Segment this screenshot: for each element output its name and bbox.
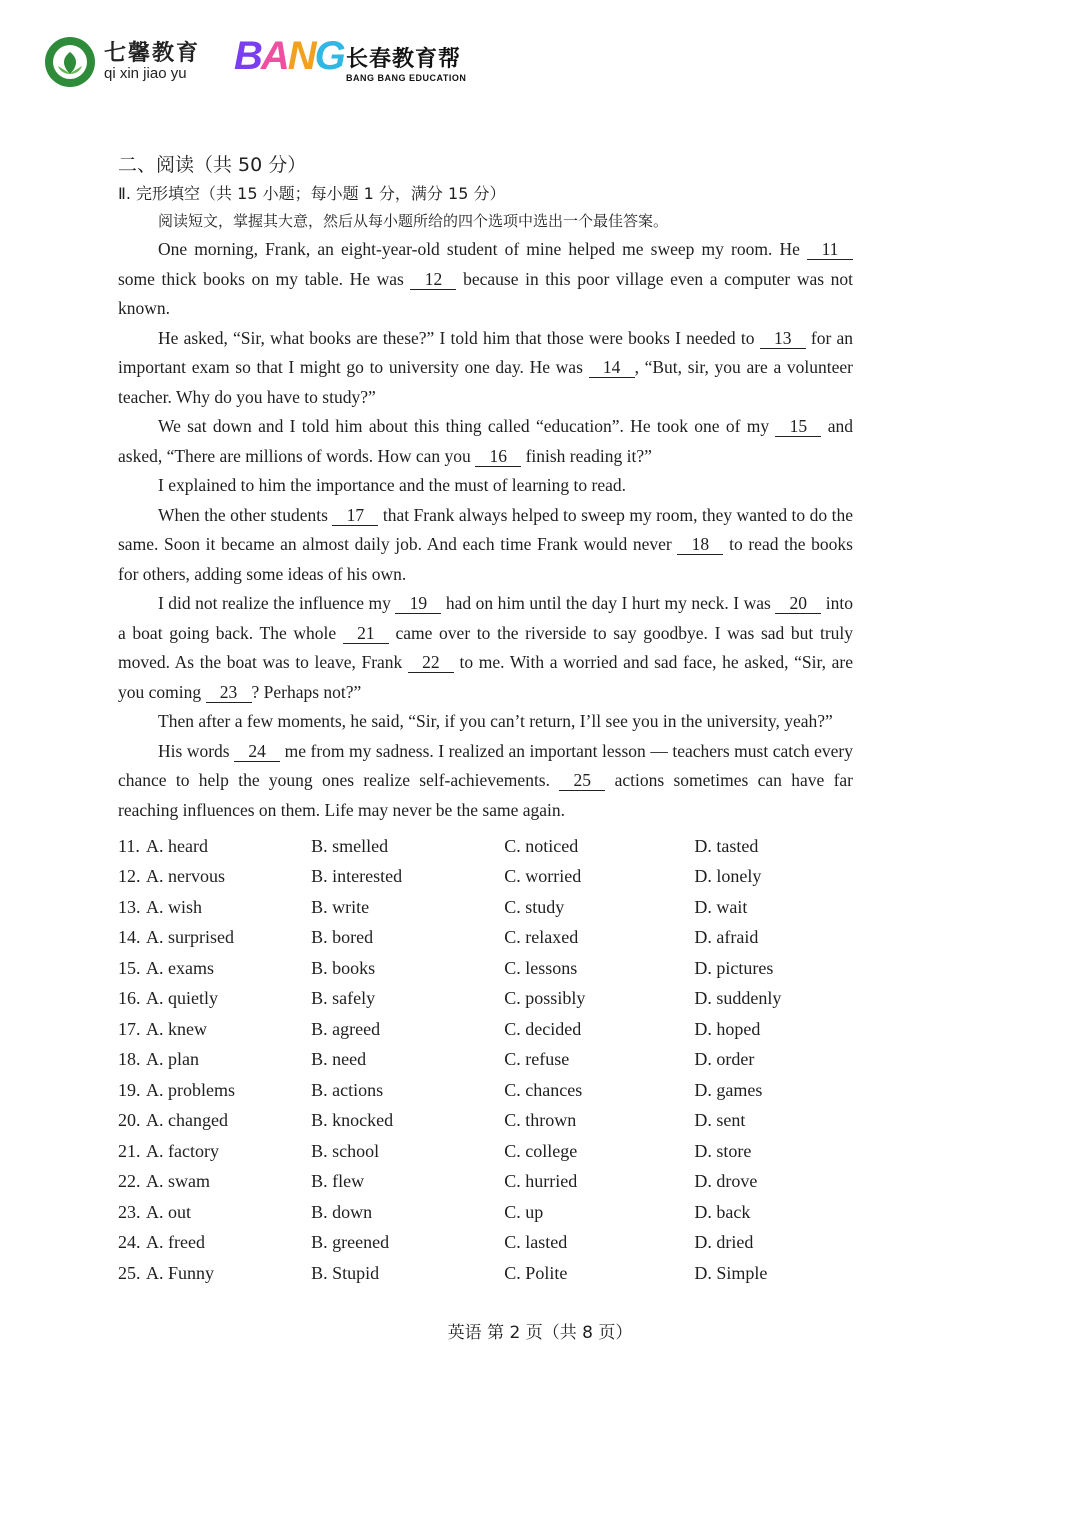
answer-blank: 23	[206, 682, 252, 703]
passage-text: He asked, “Sir, what books are these?” I told him that those were books I needed to	[158, 327, 760, 348]
option-b: B. Stupid	[311, 1262, 380, 1283]
option-row	[118, 1136, 853, 1167]
page-header	[44, 34, 484, 90]
answer-blank: 13	[760, 328, 806, 349]
option-a-cell	[118, 1228, 311, 1259]
option-c: C. thrown	[504, 1110, 577, 1131]
answer-blank: 11	[807, 239, 853, 260]
passage-text: Then after a few moments, he said, “Sir, if you can’t return, I’ll see you in the university, yeah?”	[158, 711, 833, 731]
option-a-cell	[118, 1045, 311, 1076]
passage-text: because in this poor village even a computer was not known.	[118, 268, 854, 318]
question-number: 21.	[118, 1140, 141, 1161]
option-d: D. Simple	[694, 1262, 768, 1283]
answer-blank: 16	[475, 446, 521, 467]
answer-blank: 21	[343, 623, 389, 644]
option-row	[118, 1075, 853, 1106]
option-a-cell	[118, 892, 311, 923]
option-b: B. flew	[311, 1171, 365, 1192]
question-number: 25.	[118, 1262, 141, 1283]
question-number: 13.	[118, 896, 141, 917]
section-title: 二、阅读（共 50 分）	[118, 154, 307, 176]
option-b: B. down	[311, 1201, 373, 1222]
option-a-cell	[118, 923, 311, 954]
answer-blank: 15	[775, 416, 821, 437]
passage-text: to read the books for others, adding some ideas of his own.	[118, 534, 853, 584]
option-b: B. school	[311, 1140, 380, 1161]
option-c: C. up	[504, 1201, 544, 1222]
option-a: A. wish	[146, 896, 203, 917]
qixin-logo-icon	[44, 36, 96, 88]
option-d: D. pictures	[694, 957, 774, 978]
passage-text: finish reading it?”	[521, 445, 652, 466]
option-c: C. worried	[504, 866, 582, 887]
option-a: A. out	[146, 1201, 191, 1222]
option-a-cell	[118, 984, 311, 1015]
passage-text: We sat down and I told him about this thing called “education”. He took one of my	[158, 416, 776, 436]
option-c: C. hurried	[504, 1171, 578, 1192]
passage-text: for an important exam so that I might go to university one day. He was	[118, 327, 853, 377]
answer-blank: 17	[332, 505, 378, 526]
changchun-brand-en: BANG BANG EDUCATION	[346, 73, 467, 83]
passage-text: that Frank always helped to sweep my room, they wanted to do the same. Soon it became an almost daily job. And each time Frank would never	[118, 504, 853, 554]
option-c: C. study	[504, 896, 565, 917]
answer-blank: 12	[410, 269, 456, 290]
question-number: 20.	[118, 1110, 141, 1131]
passage-paragraph	[118, 501, 853, 590]
option-a-cell	[118, 1075, 311, 1106]
option-c: C. possibly	[504, 988, 586, 1009]
answer-blank: 18	[677, 534, 723, 555]
option-d: D. afraid	[694, 927, 759, 948]
bang-letter: A	[260, 34, 288, 78]
option-a: A. knew	[146, 1018, 207, 1039]
passage-paragraph	[118, 589, 853, 707]
option-row	[118, 1228, 853, 1259]
question-number: 23.	[118, 1201, 141, 1222]
option-row	[118, 1014, 853, 1045]
passage-text: to me. With a worried and sad face, he asked, “Sir, are you coming	[118, 652, 853, 702]
option-b: B. actions	[311, 1079, 384, 1100]
answer-blank: 19	[395, 593, 441, 614]
changchun-brand-cn: 长春教育帮	[346, 47, 462, 72]
passage-paragraph	[118, 471, 853, 501]
passage-text: , “But, sir, you are a volunteer teacher. Why do you have to study?”	[118, 357, 853, 407]
option-d: D. order	[694, 1049, 755, 1070]
section-subtitle: Ⅱ. 完形填空（共 15 小题；每小题 1 分，满分 15 分）	[118, 184, 506, 203]
option-d: D. back	[694, 1201, 751, 1222]
page-footer: 英语 第 2 页（共 8 页）	[447, 1323, 633, 1343]
option-d: D. hoped	[694, 1018, 761, 1039]
option-a: A. nervous	[146, 866, 225, 887]
passage-text: came over to the riverside to say goodbye. I was sad but truly moved. As the boat was to leave, Frank	[118, 622, 854, 672]
question-number: 19.	[118, 1079, 141, 1100]
option-row	[118, 1045, 853, 1076]
option-b: B. need	[311, 1049, 367, 1070]
option-c: C. noticed	[504, 835, 579, 856]
option-c: C. chances	[504, 1079, 583, 1100]
option-b: B. interested	[311, 866, 403, 887]
qixin-brand-pinyin: qi xin jiao yu	[104, 65, 187, 82]
answer-blank: 20	[775, 593, 821, 614]
option-row	[118, 1106, 853, 1137]
option-a: A. problems	[146, 1079, 235, 1100]
options-table	[118, 831, 853, 1289]
passage-text: I explained to him the importance and the must of learning to read.	[158, 475, 626, 495]
passage-text: actions sometimes can have far reaching influences on them. Life may never be the same again.	[118, 770, 853, 820]
option-c: C. decided	[504, 1018, 582, 1039]
option-a: A. changed	[146, 1110, 228, 1131]
option-d: D. dried	[694, 1232, 754, 1253]
passage-paragraph	[118, 324, 853, 413]
option-d: D. suddenly	[694, 988, 782, 1009]
option-d: D. games	[694, 1079, 763, 1100]
passage-paragraph	[118, 707, 853, 737]
option-d: D. drove	[694, 1171, 758, 1192]
option-b: B. bored	[311, 927, 374, 948]
passage-text: had on him until the day I hurt my neck. I was	[441, 593, 776, 613]
option-row	[118, 1167, 853, 1198]
option-b: B. write	[311, 896, 370, 917]
bang-logo	[234, 34, 344, 79]
passage-paragraph	[118, 412, 853, 471]
qixin-brand-cn: 七馨教育	[104, 40, 201, 66]
option-row	[118, 862, 853, 893]
option-c: C. lasted	[504, 1232, 568, 1253]
question-number: 24.	[118, 1232, 141, 1253]
bang-letter: G	[314, 34, 344, 78]
option-a: A. exams	[146, 957, 214, 978]
qixin-brand	[104, 36, 200, 82]
option-row	[118, 1197, 853, 1228]
answer-blank: 24	[234, 741, 280, 762]
bang-letter: N	[287, 34, 315, 78]
passage-text: me from my sadness. I realized an important lesson — teachers must catch every chance to help the young ones realize self-achievements.	[118, 740, 853, 790]
option-b: B. safely	[311, 988, 376, 1009]
option-d: D. store	[694, 1140, 752, 1161]
question-number: 18.	[118, 1049, 141, 1070]
passage-text: some thick books on my table. He was	[118, 268, 411, 289]
option-row	[118, 1258, 853, 1289]
answer-blank: 25	[559, 770, 605, 791]
question-number: 17.	[118, 1018, 141, 1039]
option-b: B. smelled	[311, 835, 389, 856]
option-c: C. lessons	[504, 957, 578, 978]
bang-letter: B	[234, 34, 261, 78]
option-a: A. factory	[146, 1140, 219, 1161]
option-d: D. lonely	[694, 866, 762, 887]
option-a-cell	[118, 953, 311, 984]
option-a-cell	[118, 1136, 311, 1167]
option-c: C. relaxed	[504, 927, 579, 948]
option-a-cell	[118, 1258, 311, 1289]
answer-blank: 22	[408, 652, 454, 673]
option-row	[118, 984, 853, 1015]
passage-text: ? Perhaps not?”	[251, 681, 362, 702]
option-row	[118, 923, 853, 954]
option-b: B. agreed	[311, 1018, 381, 1039]
option-a: A. Funny	[146, 1262, 215, 1283]
option-d: D. tasted	[694, 835, 759, 856]
question-number: 15.	[118, 957, 141, 978]
option-a: A. swam	[146, 1171, 210, 1192]
option-c: C. college	[504, 1140, 578, 1161]
option-c: C. refuse	[504, 1049, 570, 1070]
cloze-passage	[118, 235, 853, 825]
option-a-cell	[118, 1167, 311, 1198]
option-row	[118, 892, 853, 923]
question-number: 12.	[118, 866, 141, 887]
option-a: A. plan	[146, 1049, 199, 1070]
passage-text: I did not realize the influence my	[158, 593, 396, 613]
passage-paragraph	[118, 737, 853, 826]
changchun-brand	[346, 42, 466, 83]
answer-blank: 14	[589, 357, 635, 378]
option-row	[118, 953, 853, 984]
option-a: A. freed	[146, 1232, 205, 1253]
option-a-cell	[118, 831, 311, 862]
option-b: B. knocked	[311, 1110, 394, 1131]
question-number: 16.	[118, 988, 141, 1009]
option-a-cell	[118, 1197, 311, 1228]
passage-text: and asked, “There are millions of words. How can you	[118, 416, 853, 466]
passage-text: When the other students	[158, 504, 333, 525]
section-instruction: 阅读短文，掌握其大意，然后从每小题所给的四个选项中选出一个最佳答案。	[158, 212, 669, 230]
option-a: A. quietly	[146, 988, 218, 1009]
option-a-cell	[118, 862, 311, 893]
question-number: 11.	[118, 835, 140, 856]
option-a: A. heard	[146, 835, 208, 856]
option-b: B. books	[311, 957, 376, 978]
question-number: 14.	[118, 927, 141, 948]
passage-paragraph	[118, 235, 853, 324]
option-d: D. wait	[694, 896, 748, 917]
passage-text: One morning, Frank, an eight-year-old student of mine helped me sweep my room. He	[158, 239, 807, 259]
option-a-cell	[118, 1106, 311, 1137]
option-row	[118, 831, 853, 862]
option-a: A. surprised	[146, 927, 234, 948]
passage-text: into a boat going back. The whole	[118, 593, 853, 643]
option-c: C. Polite	[504, 1262, 568, 1283]
exam-content	[118, 150, 853, 1289]
passage-text: His words	[158, 740, 235, 761]
question-number: 22.	[118, 1171, 141, 1192]
option-d: D. sent	[694, 1110, 746, 1131]
option-a-cell	[118, 1014, 311, 1045]
option-b: B. greened	[311, 1232, 390, 1253]
